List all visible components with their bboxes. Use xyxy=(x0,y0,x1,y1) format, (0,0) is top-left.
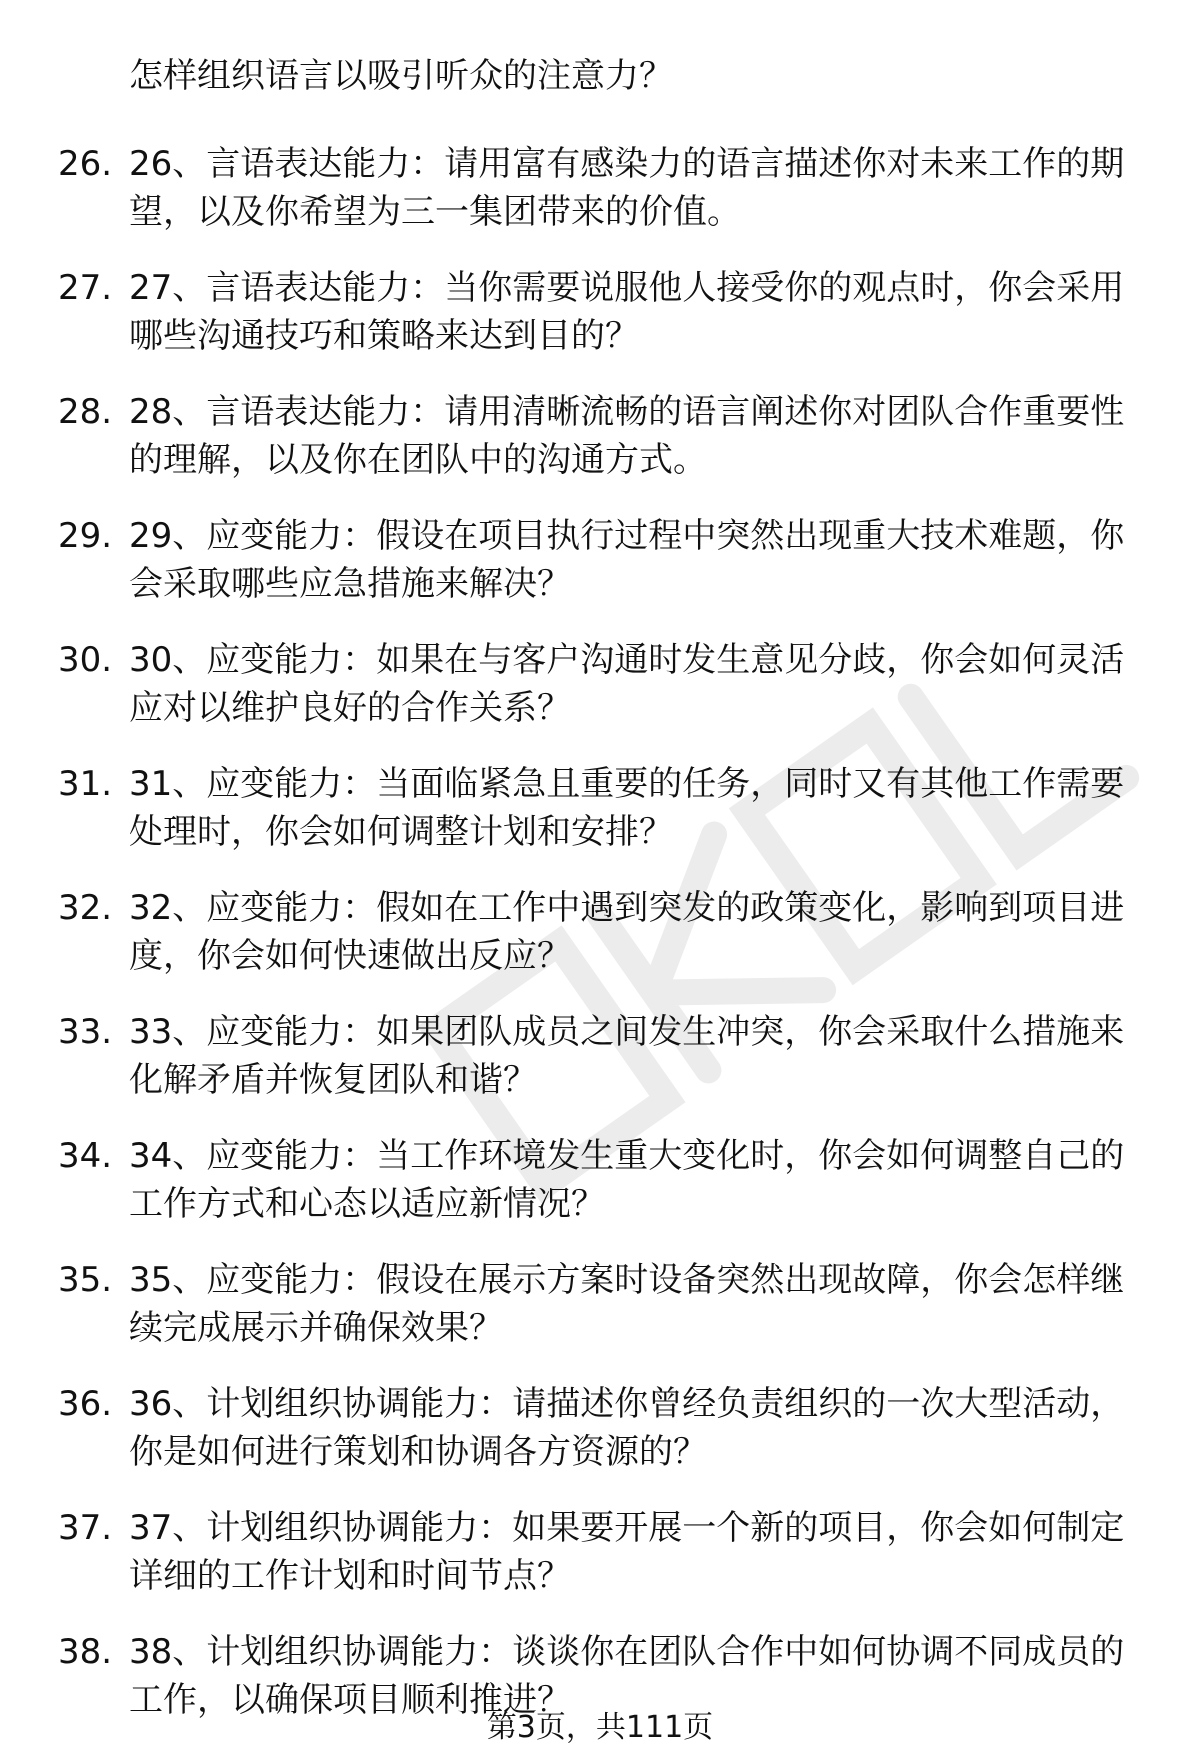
question-list xyxy=(0,124,1200,1736)
question-number: 38. xyxy=(58,1632,113,1672)
question-item xyxy=(0,1116,1200,1240)
question-number: 35. xyxy=(58,1260,113,1300)
question-item xyxy=(0,1364,1200,1488)
question-item xyxy=(0,1488,1200,1612)
question-number: 30. xyxy=(58,640,113,680)
question-item xyxy=(0,620,1200,744)
question-text: 34、应变能力：当工作环境发生重大变化时，你会如何调整自己的工作方式和心态以适应新情况？ xyxy=(129,1136,1125,1224)
question-number: 31. xyxy=(58,764,113,804)
question-text: 33、应变能力：如果团队成员之间发生冲突，你会采取什么措施来化解矛盾并恢复团队和谐？ xyxy=(129,1012,1125,1100)
question-item xyxy=(0,744,1200,868)
question-number: 32. xyxy=(58,888,113,928)
question-number: 37. xyxy=(58,1508,113,1548)
question-text: 30、应变能力：如果在与客户沟通时发生意见分歧，你会如何灵活应对以维护良好的合作关系？ xyxy=(129,640,1125,728)
question-text: 27、言语表达能力：当你需要说服他人接受你的观点时，你会采用哪些沟通技巧和策略来达到目的？ xyxy=(129,268,1125,356)
question-text: 28、言语表达能力：请用清晰流畅的语言阐述你对团队合作重要性的理解，以及你在团队中的沟通方式。 xyxy=(129,392,1125,480)
question-text: 38、计划组织协调能力：谈谈你在团队合作中如何协调不同成员的工作，以确保项目顺利推进？ xyxy=(129,1632,1125,1720)
question-number: 26. xyxy=(58,144,113,184)
question-text: 35、应变能力：假设在展示方案时设备突然出现故障，你会怎样继续完成展示并确保效果？ xyxy=(129,1260,1125,1348)
question-number: 33. xyxy=(58,1012,113,1052)
question-text: 32、应变能力：假如在工作中遇到突发的政策变化，影响到项目进度，你会如何快速做出反应？ xyxy=(129,888,1125,976)
question-number: 34. xyxy=(58,1136,113,1176)
question-number: 36. xyxy=(58,1384,113,1424)
question-item xyxy=(0,496,1200,620)
question-number: 27. xyxy=(58,268,113,308)
question-text: 26、言语表达能力：请用富有感染力的语言描述你对未来工作的期望，以及你希望为三一集团带来的价值。 xyxy=(129,144,1125,232)
question-number: 29. xyxy=(58,516,113,556)
question-item xyxy=(0,124,1200,248)
question-item xyxy=(0,868,1200,992)
continuation-text: 怎样组织语言以吸引听众的注意力？ xyxy=(129,56,673,96)
question-text: 29、应变能力：假设在项目执行过程中突然出现重大技术难题，你会采取哪些应急措施来解决？ xyxy=(129,516,1125,604)
question-text: 36、计划组织协调能力：请描述你曾经负责组织的一次大型活动，你是如何进行策划和协调各方资源的？ xyxy=(129,1384,1125,1472)
question-number: 28. xyxy=(58,392,113,432)
question-item xyxy=(0,248,1200,372)
question-item xyxy=(0,1240,1200,1364)
question-item xyxy=(0,372,1200,496)
question-text: 37、计划组织协调能力：如果要开展一个新的项目，你会如何制定详细的工作计划和时间节点？ xyxy=(129,1508,1125,1596)
page-indicator: 第3页，共111页 xyxy=(486,1710,714,1745)
question-item xyxy=(0,992,1200,1116)
question-text: 31、应变能力：当面临紧急且重要的任务，同时又有其他工作需要处理时，你会如何调整计划和安排？ xyxy=(129,764,1125,852)
